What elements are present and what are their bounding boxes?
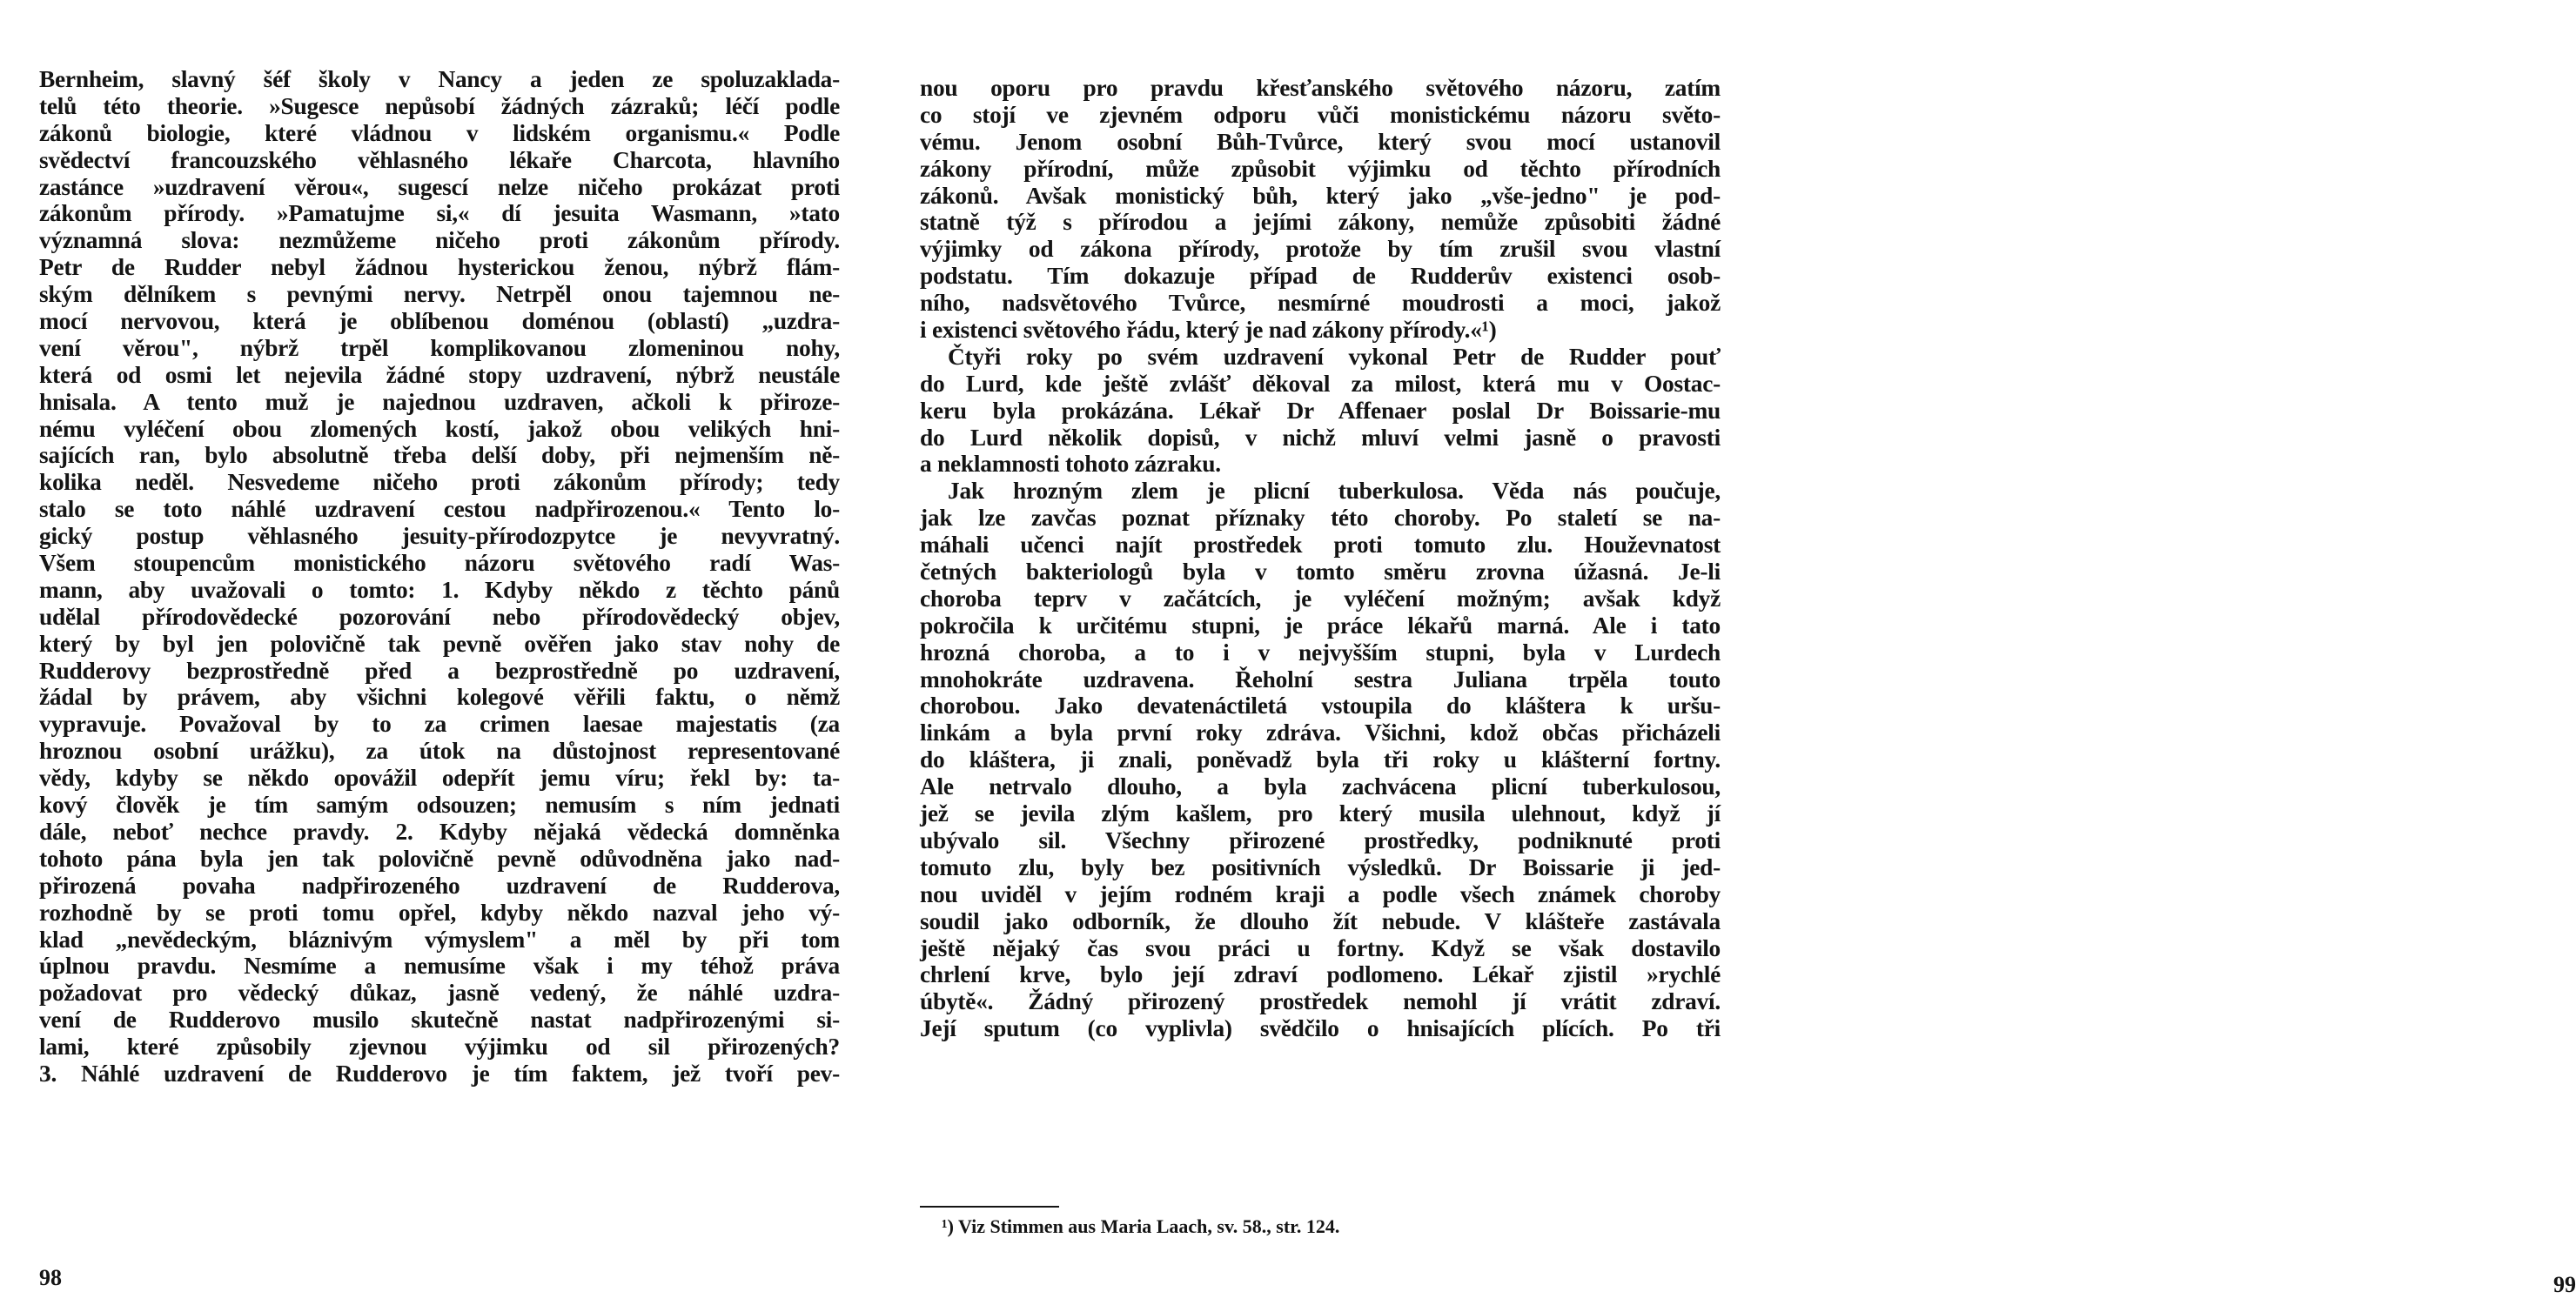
text-line: Jak hrozným zlem je plicní tuberkulosa. Věda nás poučuje, bbox=[948, 478, 1721, 505]
text-line: zákony přírodní, může způsobit výjimku od těchto přírodních bbox=[920, 155, 1721, 182]
text-line: hnisala. A tento muž je najednou uzdraven, ačkoli k přiroze- bbox=[39, 388, 840, 415]
page-number: 99 bbox=[2553, 1272, 2576, 1297]
text-line: jak lze zavčas poznat příznaky této choroby. Po staletí se na- bbox=[920, 505, 1721, 532]
text-line: Rudderovy bezprostředně před a bezprostředně po uzdravení, bbox=[39, 657, 840, 684]
text-line: jež se jevila zlým kašlem, pro který musila ulehnout, když jí bbox=[920, 800, 1721, 827]
text-line: keru byla prokázána. Lékař Dr Affenaer poslal Dr Boissarie-mu bbox=[920, 397, 1721, 424]
text-line: soudil jako odborník, že dlouho žít nebude. V klášteře zastávala bbox=[920, 907, 1721, 934]
text-line: co stojí ve zjevném odporu vůči monistickému názoru světo- bbox=[920, 101, 1721, 128]
text-line: požadovat pro vědecký důkaz, jasně vedený, že náhlé uzdra- bbox=[39, 980, 840, 1007]
text-line: Petr de Rudder nebyl žádnou hysterickou ženou, nýbrž flám- bbox=[39, 254, 840, 281]
text-line: dále, neboť nechce pravdy. 2. Kdyby nějaká vědecká domněnka bbox=[39, 818, 840, 845]
text-line: četných bakteriologů byla v tomto směru zrovna úžasná. Je-li bbox=[920, 559, 1721, 586]
text-line: Ale netrvalo dlouho, a byla zachvácena plicní tuberkulosou, bbox=[920, 773, 1721, 800]
text-line: hrozná choroba, a to i v nejvyšším stupni, byla v Lurdech bbox=[920, 639, 1721, 666]
text-line: významná slova: nezmůžeme ničeho proti zákonům přírody. bbox=[39, 227, 840, 254]
text-line: ještě nějaký čas svou práci u fortny. Když se však dostavilo bbox=[920, 934, 1721, 961]
text-line: vení de Rudderovo musilo skutečně nastat nadpřirozenými si- bbox=[39, 1007, 840, 1034]
text-line: do Lurd několik dopisů, v nichž mluví velmi jasně o pravosti bbox=[920, 424, 1721, 451]
text-line: telů této theorie. »Sugesce nepůsobí žádných zázraků; léčí podle bbox=[39, 92, 840, 119]
text-line: rozhodně by se proti tomu opřel, kdyby někdo nazval jeho vý- bbox=[39, 899, 840, 926]
text-line: lami, které způsobily zjevnou výjimku od sil přirozených? bbox=[39, 1034, 840, 1061]
text-line: statně týž s přírodou a jejími zákony, nemůže způsobiti žádné bbox=[920, 209, 1721, 236]
text-line: úplnou pravdu. Nesmíme a nemusíme však i my téhož práva bbox=[39, 953, 840, 980]
text-line: přirozená povaha nadpřirozeného uzdravení de Rudderova, bbox=[39, 872, 840, 899]
right-page-text bbox=[920, 75, 1721, 1042]
text-line: nou oporu pro pravdu křesťanského světového názoru, zatím bbox=[920, 75, 1721, 101]
text-line: sajících ran, bylo absolutně třeba delší doby, při nejmenším ně- bbox=[39, 442, 840, 469]
footnote: ¹) Viz Stimmen aus Maria Laach, sv. 58., str. 124. bbox=[942, 1215, 1340, 1237]
text-line: vému. Jenom osobní Bůh-Tvůrce, který svou mocí ustanovil bbox=[920, 128, 1721, 155]
text-line: žádal by právem, aby všichni kolegové věřili faktu, o němž bbox=[39, 684, 840, 711]
text-line: ubývalo sil. Všechny přirozené prostředky, podniknuté proti bbox=[920, 826, 1721, 853]
text-line: výjimky od zákona přírody, protože by tím zrušil svou vlastní bbox=[920, 236, 1721, 263]
text-line: Čtyři roky po svém uzdravení vykonal Petr de Rudder pouť bbox=[948, 343, 1721, 370]
text-line: nému vyléčení obou zlomených kostí, jakož obou velikých hni- bbox=[39, 415, 840, 442]
text-line: do Lurd, kde ještě zvlášť děkoval za milost, která mu v Oostac- bbox=[920, 370, 1721, 397]
text-line: hroznou osobní urážku), za útok na důstojnost representované bbox=[39, 738, 840, 765]
page-number: 98 bbox=[39, 1265, 62, 1290]
text-line: mocí nervovou, která je oblíbenou doménou (oblastí) „uzdra- bbox=[39, 308, 840, 335]
text-line: stalo se toto náhlé uzdravení cestou nadpřirozenou.« Tento lo- bbox=[39, 496, 840, 523]
text-line: máhali učenci najít prostředek proti tomuto zlu. Houževnatost bbox=[920, 532, 1721, 559]
text-line: zákonů biologie, které vládnou v lidském organismu.« Podle bbox=[39, 119, 840, 146]
text-line: která od osmi let nejevila žádné stopy uzdravení, nýbrž neustále bbox=[39, 361, 840, 388]
text-line: podstatu. Tím dokazuje případ de Rudderův existenci osob- bbox=[920, 263, 1721, 290]
text-line: kový člověk je tím samým odsouzen; nemusím s ním jednati bbox=[39, 792, 840, 819]
text-line: a neklamnosti tohoto zázraku. bbox=[920, 451, 1221, 478]
text-line: tohoto pána byla jen tak polovičně pevně odůvodněna jako nad- bbox=[39, 845, 840, 872]
text-line: klad „nevědeckým, bláznivým výmyslem" a měl by při tom bbox=[39, 926, 840, 953]
text-line: do kláštera, ji znali, poněvadž byla tři roky u klášterní fortny. bbox=[920, 746, 1721, 773]
text-line: kolika neděl. Nesvedeme ničeho proti zákonům přírody; tedy bbox=[39, 469, 840, 496]
text-line: 3. Náhlé uzdravení de Rudderovo je tím faktem, jež tvoří pev- bbox=[39, 1060, 840, 1087]
text-line: i existenci světového řádu, který je nad zákony přírody.«¹) bbox=[920, 317, 1497, 344]
text-line: pokročila k určitému stupni, je práce lékařů marná. Ale i tato bbox=[920, 612, 1721, 639]
text-line: mann, aby uvažovali o tomto: 1. Kdyby někdo z těchto pánů bbox=[39, 576, 840, 603]
text-line: gický postup věhlasného jesuity-přírodozpytce je nevyvratný. bbox=[39, 523, 840, 550]
text-line: ským dělníkem s pevnými nervy. Netrpěl onou tajemnou ne- bbox=[39, 281, 840, 308]
left-page-text bbox=[39, 66, 840, 1088]
text-line: vědy, kdyby se někdo opovážil odepřít jemu víru; řekl by: ta- bbox=[39, 765, 840, 792]
text-line: ního, nadsvětového Tvůrce, nesmírné moudrosti a moci, jakož bbox=[920, 290, 1721, 317]
text-line: tomuto zlu, byly bez positivních výsledků. Dr Boissarie ji jed- bbox=[920, 853, 1721, 880]
text-line: zákonům přírody. »Pamatujme si,« dí jesuita Wasmann, »tato bbox=[39, 200, 840, 227]
text-line: chrlení krve, bylo její zdraví podlomeno. Lékař zjistil »rychlé bbox=[920, 961, 1721, 988]
text-line: udělal přírodovědecké pozorování nebo přírodovědecký objev, bbox=[39, 603, 840, 630]
text-line: vení věrou", nýbrž trpěl komplikovanou zlomeninou nohy, bbox=[39, 334, 840, 361]
text-line: svědectví francouzského věhlasného lékaře Charcota, hlavního bbox=[39, 146, 840, 173]
text-line: nou uviděl v jejím rodném kraji a podle všech známek choroby bbox=[920, 880, 1721, 907]
left-page bbox=[0, 0, 872, 1305]
text-line: linkám a byla první roky zdráva. Všichni, kdož občas přicházeli bbox=[920, 719, 1721, 746]
text-line: zákonů. Avšak monistický bůh, který jako „vše-jedno" je pod- bbox=[920, 182, 1721, 209]
text-line: úbytě«. Žádný přirozený prostředek nemohl jí vrátit zdraví. bbox=[920, 988, 1721, 1015]
footnote-divider bbox=[920, 1206, 1059, 1208]
text-line: Bernheim, slavný šéf školy v Nancy a jeden ze spoluzaklada- bbox=[39, 66, 840, 92]
text-line: mnohokráte uzdravena. Řeholní sestra Juliana trpěla touto bbox=[920, 666, 1721, 693]
right-page bbox=[872, 0, 2576, 1305]
text-line: choroba teprv v začátcích, je vyléčení možným; avšak když bbox=[920, 585, 1721, 612]
text-line: zastánce »uzdravení věrou«, sugescí nelze ničeho prokázat proti bbox=[39, 173, 840, 200]
text-line: Její sputum (co vyplivla) svědčilo o hnisajících plících. Po tři bbox=[920, 1015, 1721, 1042]
text-line: Všem stoupencům monistického názoru světového radí Was- bbox=[39, 550, 840, 577]
text-line: chorobou. Jako devatenáctiletá vstoupila do kláštera k uršu- bbox=[920, 693, 1721, 719]
text-line: vypravuje. Považoval by to za crimen laesae majestatis (za bbox=[39, 711, 840, 738]
text-line: který by byl jen polovičně tak pevně ověřen jako stav nohy de bbox=[39, 630, 840, 657]
